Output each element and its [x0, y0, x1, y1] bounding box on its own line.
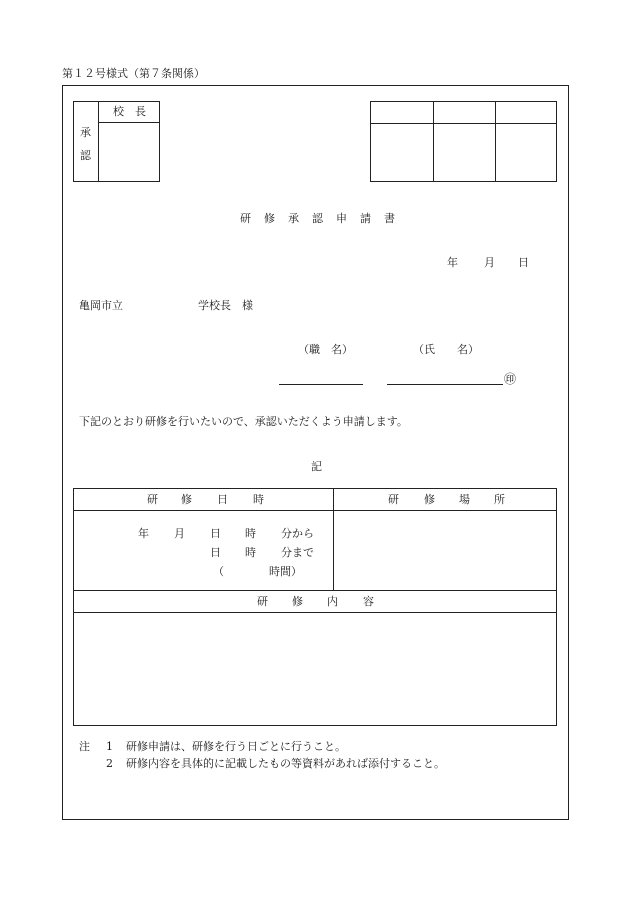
content-header-char-3: 内 — [327, 595, 338, 608]
approval-char-2: 認 — [80, 149, 91, 162]
title-char-5: 申 — [336, 212, 347, 225]
ki-label: 記 — [311, 460, 322, 473]
row1-year: 年 — [138, 527, 149, 540]
approval-divider — [98, 101, 99, 182]
seal-icon: ㊞ — [504, 372, 517, 386]
row1-month: 月 — [174, 527, 185, 540]
note-2-text: 研修内容を具体的に記載したもの等資料があれば添付すること。 — [126, 757, 445, 770]
addressee-prefix: 亀岡市立 — [79, 299, 123, 312]
content-header-char-2: 修 — [292, 595, 303, 608]
details-table — [73, 488, 557, 726]
row1-hour: 時 — [245, 527, 256, 540]
datetime-header-char-2: 修 — [181, 493, 192, 506]
place-header-char-3: 場 — [459, 493, 470, 506]
place-header-char-2: 修 — [424, 493, 435, 506]
approval-header-line — [98, 122, 160, 123]
table-header-line — [73, 510, 557, 511]
position-label: （職 名） — [298, 343, 353, 356]
table-content-top-line — [73, 590, 557, 591]
row3-open-paren: （ — [213, 565, 224, 578]
form-number: 第１２号様式（第７条関係） — [62, 67, 205, 80]
row1-day: 日 — [210, 527, 221, 540]
row2-minute-until: 分まで — [281, 546, 314, 559]
date-year: 年 — [447, 256, 458, 269]
date-month: 月 — [484, 256, 495, 269]
stamp-header-line — [370, 123, 557, 124]
datetime-header-char-1: 研 — [147, 493, 158, 506]
row2-day: 日 — [210, 546, 221, 559]
name-underline — [387, 384, 503, 385]
stamp-divider-1 — [433, 101, 434, 182]
request-statement: 下記のとおり研修を行いたいので、承認いただくよう申請します。 — [79, 415, 408, 428]
stamp-divider-2 — [495, 101, 496, 182]
row3-hours: 時間） — [269, 565, 302, 578]
table-column-divider — [333, 488, 334, 590]
place-header-char-1: 研 — [388, 493, 399, 506]
content-header-char-1: 研 — [257, 595, 268, 608]
datetime-header-char-4: 時 — [253, 493, 264, 506]
row1-minute-from: 分から — [281, 527, 314, 540]
approval-char-1: 承 — [80, 126, 91, 139]
date-day: 日 — [518, 256, 529, 269]
title-char-6: 請 — [360, 212, 371, 225]
addressee-suffix: 学校長 様 — [198, 299, 253, 312]
note-1-text: 研修申請は、研修を行う日ごとに行うこと。 — [126, 740, 346, 753]
position-underline — [279, 384, 363, 385]
row2-hour: 時 — [245, 546, 256, 559]
principal-label: 校 長 — [113, 105, 146, 118]
content-header-char-4: 容 — [363, 595, 374, 608]
stamp-boxes — [370, 101, 557, 182]
note-2-number: 2 — [106, 757, 113, 770]
notes-label: 注 — [79, 740, 90, 753]
title-char-7: 書 — [384, 212, 395, 225]
note-1-number: 1 — [106, 740, 113, 753]
datetime-header-char-3: 日 — [217, 493, 228, 506]
name-label: （氏 名） — [413, 343, 479, 356]
title-char-1: 研 — [240, 212, 251, 225]
table-content-header-line — [73, 612, 557, 613]
place-header-char-4: 所 — [494, 493, 505, 506]
title-char-4: 認 — [312, 212, 323, 225]
title-char-3: 承 — [288, 212, 299, 225]
title-char-2: 修 — [264, 212, 275, 225]
